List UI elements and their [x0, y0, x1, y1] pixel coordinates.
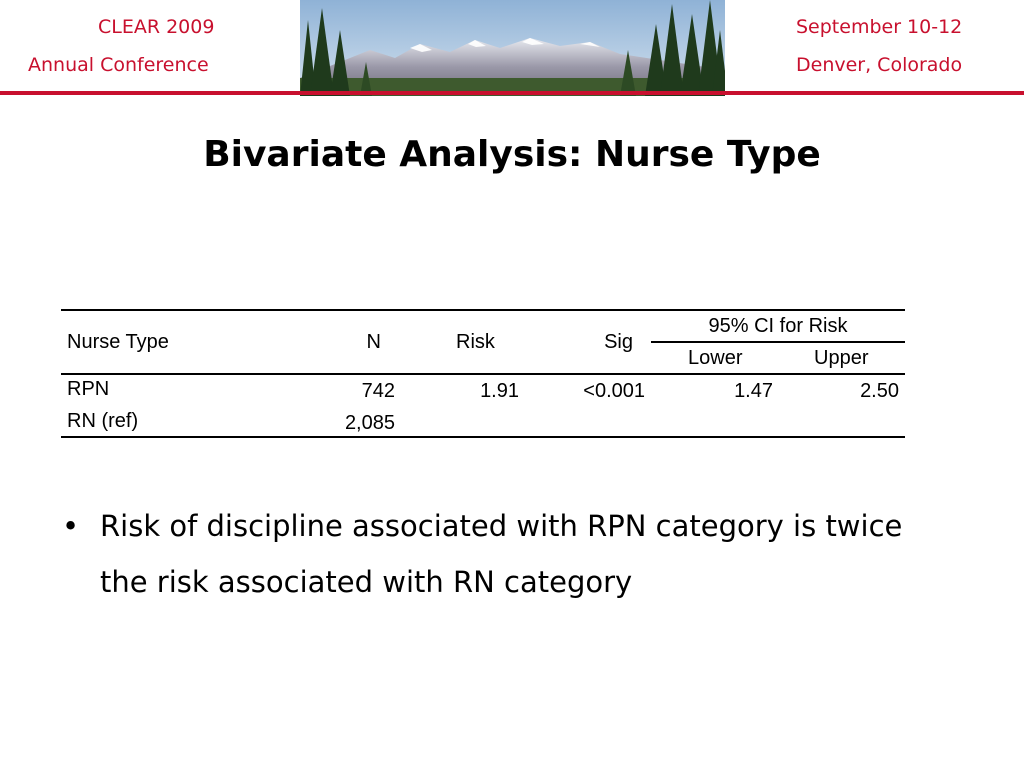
bullet-dot-icon: • [62, 509, 80, 543]
header-left-line1: CLEAR 2009 [98, 16, 215, 38]
header-divider [0, 91, 1024, 95]
results-table [61, 309, 905, 439]
ci-header-rule [651, 341, 905, 343]
header-upper: Upper [814, 347, 869, 369]
header-bottom-rule [61, 373, 905, 375]
header-risk: Risk [456, 331, 495, 353]
header-left-line2: Annual Conference [28, 54, 209, 76]
row1-lower: 1.47 [734, 380, 773, 402]
header-nurse-type: Nurse Type [67, 331, 169, 353]
row2-n: 2,085 [344, 412, 395, 434]
row2-nurse-type: RN (ref) [67, 410, 139, 432]
row1-nurse-type: RPN [67, 378, 110, 400]
row1-sig: <0.001 [583, 380, 645, 402]
row1-n: 742 [361, 380, 395, 402]
bullet-item [62, 498, 942, 610]
slide-title: Bivariate Analysis: Nurse Type [203, 134, 821, 175]
table-top-rule [61, 309, 905, 311]
row1-upper: 2.50 [860, 380, 899, 402]
header-sig: Sig [604, 331, 633, 353]
header-right-line2: Denver, Colorado [796, 54, 963, 76]
header-ci: 95% CI for Risk [708, 315, 848, 337]
bullet-text: Risk of discipline associated with RPN category is twice the risk associated with RN category [100, 509, 903, 599]
header-lower: Lower [688, 347, 743, 369]
row1-risk: 1.91 [480, 380, 519, 402]
header-n: N [366, 331, 381, 353]
header-right-line1: September 10-12 [796, 16, 963, 38]
mountain-banner-image [300, 0, 725, 96]
table-bottom-rule [61, 436, 905, 438]
